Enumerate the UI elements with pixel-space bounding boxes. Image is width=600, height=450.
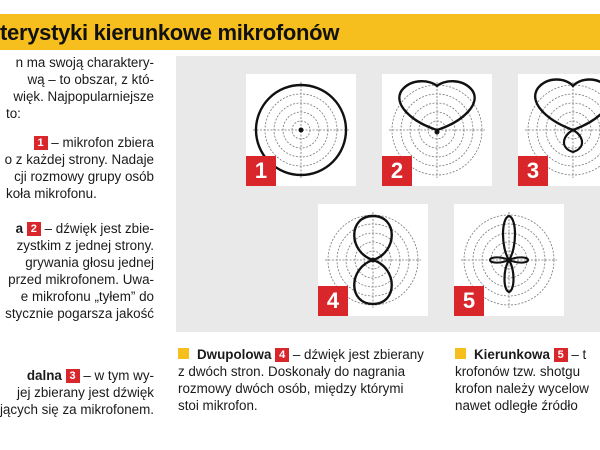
text-line: cji rozmowy grupy osób: [14, 169, 154, 184]
text-line: krofon należy wycelow: [455, 381, 589, 396]
section-heading: Dwupolowa: [197, 347, 272, 362]
yellow-square-icon: [455, 348, 466, 359]
text-line: nawet odległe źródło: [455, 398, 578, 413]
bidirectional-description: [178, 346, 448, 414]
number-badge-4: 4: [275, 348, 289, 362]
yellow-square-icon: [178, 348, 189, 359]
text-line: rozmowy dwóch osób, między którymi: [178, 381, 404, 396]
page-title: terystyki kierunkowe mikrofonów: [0, 20, 340, 45]
text-fragment: – w tym wy-: [83, 368, 154, 383]
diagram-number-badge: 2: [382, 156, 412, 186]
section-heading: Kierunkowa: [474, 347, 550, 362]
text-line: to:: [6, 106, 21, 121]
text-line: zystkim z jednej strony.: [16, 238, 154, 253]
text-line: e mikrofonu „tyłem” do: [20, 289, 154, 304]
text-line: więk. Najpopularniejsze: [13, 89, 154, 104]
diagram-number-badge: 3: [518, 156, 548, 186]
number-badge-3: 3: [66, 369, 80, 383]
polar-diagram-figure-eight: [318, 204, 428, 316]
text-fragment: – dźwięk jest zbierany: [292, 347, 424, 362]
text-fragment: – mikrofon zbiera: [51, 135, 154, 150]
text-line: [16, 220, 154, 237]
directional-description: [455, 346, 600, 414]
text-line: wą – to obszar, z któ-: [27, 72, 154, 87]
text-line: o z każdej strony. Nadaje: [4, 152, 154, 167]
text-line: stycznie pogarsza jakość: [5, 306, 154, 321]
polar-diagram-shotgun: [454, 204, 564, 316]
text-line: stoi mikrofon.: [178, 398, 258, 413]
text-fragment: – dźwięk jest zbie-: [44, 221, 154, 236]
text-line: przed mikrofonem. Uwa-: [8, 272, 154, 287]
left-column-text: [0, 54, 158, 450]
text-line: jej zbierany jest dźwięk: [17, 385, 154, 400]
text-line: grywania głosu jednej: [25, 255, 154, 270]
title-bar: [0, 14, 600, 50]
polar-diagram-cardioid: [382, 74, 492, 186]
text-line: [34, 134, 154, 151]
diagram-number-badge: 1: [246, 156, 276, 186]
text-line: n ma swoją charaktery-: [15, 55, 154, 70]
text-line: [178, 346, 448, 363]
number-badge-2: 2: [27, 222, 41, 236]
polar-diagram-hypercardioid: [518, 74, 600, 186]
bold-fragment: a: [15, 221, 24, 236]
text-line: jących się za mikrofonem.: [0, 402, 154, 417]
text-line: [455, 346, 600, 363]
number-badge-1: 1: [34, 136, 48, 150]
number-badge-5: 5: [554, 348, 568, 362]
text-line: z dwóch stron. Doskonały do nagrania: [178, 364, 406, 379]
polar-diagram-omnidirectional: [246, 74, 356, 186]
bold-fragment: dalna: [26, 368, 62, 383]
text-line: [27, 367, 154, 384]
text-line: krofonów tzw. shotgu: [455, 364, 581, 379]
diagram-number-badge: 5: [454, 286, 484, 316]
diagram-number-badge: 4: [318, 286, 348, 316]
text-line: koła mikrofonu.: [6, 186, 97, 201]
text-fragment: – t: [571, 347, 587, 362]
